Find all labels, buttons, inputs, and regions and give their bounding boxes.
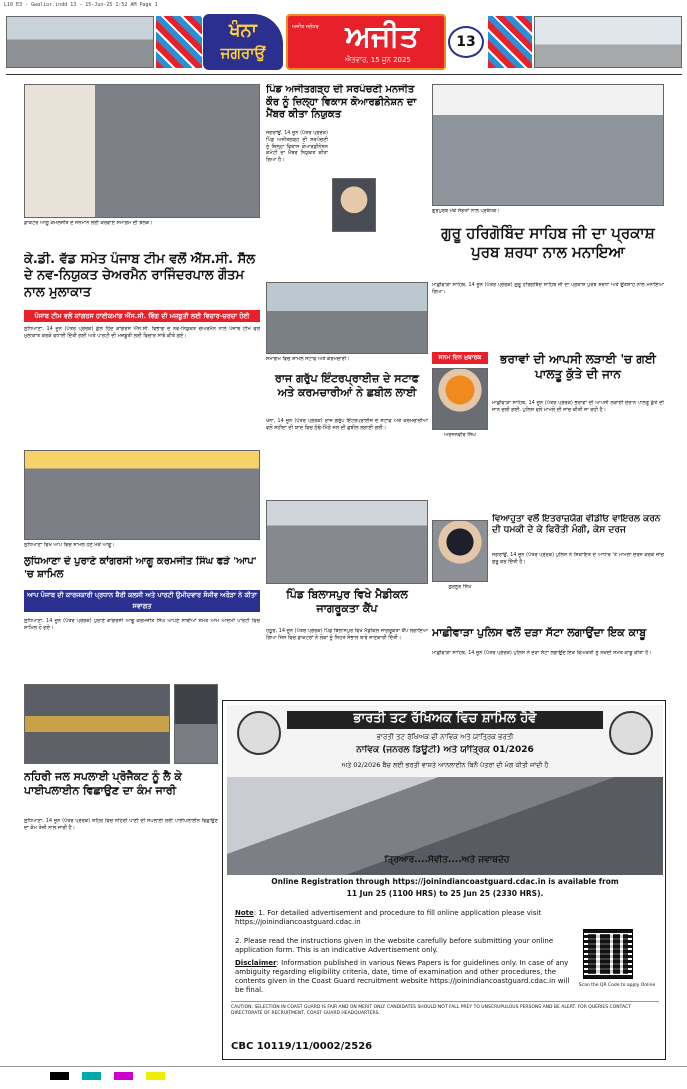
ajit-masthead <box>286 14 446 70</box>
bottom-rule <box>0 1066 687 1067</box>
story8-headline: ਪਿੰਡ ਬਿਲਾਸਪੁਰ ਵਿਖੇ ਮੈਡੀਕਲ ਜਾਗਰੂਕਤਾ ਕੈਂਪ <box>286 588 408 615</box>
ad-note-label: Note <box>235 909 254 917</box>
ad-tagline: ਤ੍ਰਿਆਰ....ਸੇਵੀਤ....ਅਤੇ ਜਵਾਬਦੇਹ <box>384 855 510 865</box>
story11-photo-2 <box>174 684 218 764</box>
masthead-rule <box>6 74 682 75</box>
story9-body: ਜਗਰਾਉਂ, 14 ਜੂਨ (ਪੱਤਰ ਪ੍ਰੇਰਕ) ਪੁਲਿਸ ਨੇ ਸ਼ਿਕਾਇਤ ਦੇ ਆਧਾਰ 'ਤੇ ਮਾਮਲਾ ਦਰਜ ਕਰਕੇ ਜਾਂਚ ਸ਼ੁਰੂ ਕਰ ਦਿੱਤੀ ਹੈ। <box>492 552 664 565</box>
story10-body: ਮਾਛੀਵਾੜਾ ਸਾਹਿਬ, 14 ਜੂਨ (ਪੱਤਰ ਪ੍ਰੇਰਕ) ਪੁਲਿਸ ਨੇ ਦੜਾ ਸੱਟਾ ਲਗਾਉਂਦੇ ਇਕ ਵਿਅਕਤੀ ਨੂੰ ਨਕਦੀ ਸਮੇਤ ਕਾਬੂ ਕੀਤਾ ਹੈ। <box>432 650 652 656</box>
story7-headline: ਲੁਧਿਆਣਾ ਦੇ ਪੁਰਾਣੇ ਕਾਂਗਰਸੀ ਆਗੂ ਕਰਮਜੀਤ ਸਿੰਘ ਫੜੇ 'ਆਪ' 'ਚ ਸ਼ਾਮਿਲ <box>24 556 257 580</box>
story3-body: ਮਾਛੀਵਾੜਾ ਸਾਹਿਬ, 14 ਜੂਨ (ਪੱਤਰ ਪ੍ਰੇਰਕ) ਗੁਰੂ ਹਰਿਗੋਬਿੰਦ ਸਾਹਿਬ ਜੀ ਦਾ ਪ੍ਰਕਾਸ਼ ਪੁਰਬ ਸ਼ਰਧਾ ਅਤੇ ਉਤਸ਼ਾਹ ਨਾਲ ਮਨਾਇਆ ਗਿਆ। <box>432 282 664 295</box>
birthday-name-2: ਗੁਰਨੂਰ ਸਿੰਘ <box>448 584 472 590</box>
masthead <box>0 12 687 72</box>
ad-note <box>235 909 573 935</box>
birthday-name-1: ਅਰਜਨਵੀਰ ਸਿੰਘ <box>444 432 476 438</box>
qr-caption: Scan the QR Code to apply Online <box>578 983 656 988</box>
issue-date: ਐਤਵਾਰ, 15 ਜੂਨ 2025 <box>345 56 411 64</box>
ad-banner <box>227 705 663 875</box>
birthday-photo-2 <box>432 520 488 582</box>
story4-headline: ਰਾਜ ਗਰੁੱਪ ਇੰਟਰਪ੍ਰਾਈਜ਼ ਦੇ ਸਟਾਫ ਅਤੇ ਕਰਮਚਾਰੀਆਂ ਨੇ ਛਬੀਲ ਲਾਈ <box>275 372 419 399</box>
ad-disclaimer-label: Disclaimer <box>235 959 277 967</box>
ad-registration-line1: Online Registration through https://joinindiancoastguard.cdac.in is available from <box>271 877 619 886</box>
story2-headline: ਪਿੰਡ ਅਜੀਤਗੜ੍ਹ ਦੀ ਸਰਪੰਚਣੀ ਮਨਜੀਤ ਕੌਰ ਨੂੰ ਜ਼ਿਲ੍ਹਾ ਵਿਕਾਸ ਕੋਆਰਡੀਨੇਸ਼ਨ ਦਾ ਮੈਂਬਰ ਕੀਤਾ ਨਿਯੁਕਤ <box>266 84 417 120</box>
ad-disclaimer-text: : Information published in various News Papers is for guidelines only. In case of any ambiguity regarding eligibility criteria, date, time of examination and other procedures, the contents given in the Coast Guard recruitment website https://joinindiancoastguard.cdac.in will be final. <box>235 959 570 994</box>
story7-body: ਲੁਧਿਆਣਾ, 14 ਜੂਨ (ਪੱਤਰ ਪ੍ਰੇਰਕ) ਪੁਰਾਣੇ ਕਾਂਗਰਸੀ ਆਗੂ ਕਰਮਜੀਤ ਸਿੰਘ ਆਪਣੇ ਸਾਥੀਆਂ ਸਮੇਤ ਆਮ ਆਦਮੀ ਪਾਰਟੀ ਵਿਚ ਸ਼ਾਮਿਲ ਹੋ ਗਏ। <box>24 618 260 631</box>
story7-caption: ਲੁਧਿਆਣਾ ਵਿਖੇ ਆਪ ਵਿਚ ਸ਼ਾਮਲ ਹੋਣ ਮੌਕੇ ਆਗੂ। <box>24 542 115 548</box>
ad-title: ਭਾਰਤੀ ਤਟ ਰੱਖਿਅਕ ਵਿਚ ਸ਼ਾਮਿਲ ਹੋਵੋ <box>287 711 603 729</box>
ad-note-1: : 1. For detailed advertisement and procedure to fill online application please visit https://joinindiancoastguard.cdac.in <box>235 909 542 926</box>
story1-headline: ਕੇ.ਡੀ. ਵੱਡ ਸਮੇਤ ਪੰਜਾਬ ਟੀਮ ਵਲੋਂ ਐੱਸ.ਸੀ. ਸੈੱਲ ਦੇ ਨਵ-ਨਿਯੁਕਤ ਚੇਅਰਮੈਨ ਰਾਜਿੰਦਰਪਾਲ ਗੌਤਮ ਨਾਲ ਮੁਲਾਕਾਤ <box>24 252 256 300</box>
masthead-title: ਅਜੀਤ <box>345 19 419 54</box>
decor-pattern-right <box>488 16 532 68</box>
ad-disclaimer <box>235 959 573 993</box>
story9-headline: ਵਿਆਹੁਤਾ ਵਲੋਂ ਇਤਰਾਜ਼ਯੋਗ ਵੀਡੀਓ ਵਾਇਰਲ ਕਰਨ ਦੀ ਧਮਕੀ ਦੇ ਕੇ ਫਿਰੌਤੀ ਮੰਗੀ, ਕੇਸ ਦਰਜ <box>492 514 661 536</box>
story11-photo-1 <box>24 684 170 764</box>
story2-portrait <box>332 178 376 232</box>
masthead-left-photo <box>6 16 154 68</box>
ad-note-2: 2. Please read the instructions given in the website carefully before submitting your online application form. This is an indicative Advertisement only. <box>235 937 554 954</box>
masthead-small: ਅਜੀਤ ਜਲੰਧਰ <box>292 24 319 30</box>
story7-subhead-bar: ਆਪ ਪੰਜਾਬ ਦੀ ਕਾਰਜਕਾਰੀ ਪ੍ਰਧਾਨ ਸ਼ੈਰੀ ਕਲਸੀ ਅਤੇ ਪਾਰਟੀ ਉਮੀਦਵਾਰ ਸੰਜੀਵ ਅਰੋੜਾ ਨੇ ਕੀਤਾ ਸਵਾਗਤ <box>24 590 260 612</box>
ad-code: CBC 10119/11/0002/2526 <box>231 1041 373 1052</box>
story4-body: ਖੰਨਾ, 14 ਜੂਨ (ਪੱਤਰ ਪ੍ਰੇਰਕ) ਰਾਜ ਗਰੁੱਪ ਇੰਟਰਪ੍ਰਾਈਜ਼ ਦੇ ਸਟਾਫ ਅਤੇ ਕਰਮਚਾਰੀਆਂ ਵਲੋਂ ਸ਼ਹੀਦਾਂ ਦੀ ਯਾਦ ਵਿਚ ਠੰਢੇ-ਮਿੱਠੇ ਜਲ ਦੀ ਛਬੀਲ ਲਗਾਈ ਗਈ। <box>266 418 428 431</box>
masthead-right-photo <box>534 16 682 68</box>
section-badge <box>203 14 283 70</box>
qr-code-icon[interactable] <box>583 929 633 979</box>
ad-line4: ਅਤੇ 02/2026 ਬੈਚ ਲਈ ਭਰਤੀ ਵਾਸਤੇ ਆਨਲਾਈਨ ਬਿਨੈ ਪੱਤਰਾਂ ਦੀ ਮੰਗ ਕੀਤੀ ਜਾਂਦੀ ਹੈ <box>341 761 549 769</box>
birthday-photo-1 <box>432 368 488 430</box>
story8-photo <box>266 500 428 584</box>
story1-caption: ਡਾਕਟਰ ਆਗੂ ਕਮਲਜੀਤ ਦੇ ਸਨਮਾਨ ਲਈ ਕਰਵਾਏ ਸਮਾਗਮ ਦੀ ਝਲਕ। <box>24 220 153 226</box>
story6-headline: ਭਰਾਵਾਂ ਦੀ ਆਪਸੀ ਲੜਾਈ 'ਚ ਗਈ ਪਾਲਤੂ ਕੁੱਤੇ ਦੀ ਜਾਨ <box>500 352 656 381</box>
story3-caption: ਗੁਰਪੁਰਬ ਮੌਕੇ ਸੰਗਤਾਂ ਨਾਲ ਪ੍ਰਬੰਧਕ। <box>432 208 500 214</box>
birthday-label: ਜਨਮ ਦਿਨ ਮੁਬਾਰਕ <box>432 352 488 364</box>
story3-photo <box>432 84 664 206</box>
story2-body-col2 <box>380 130 428 276</box>
section-name: ਖੰਨਾ <box>229 20 257 41</box>
story7-photo <box>24 450 260 540</box>
story11-headline: ਨਹਿਰੀ ਜਲ ਸਪਲਾਈ ਪ੍ਰੋਜੈਕਟ ਨੂੰ ਲੈ ਕੇ ਪਾਈਪਲਾਈਨ ਵਿਛਾਉਣ ਦਾ ਕੰਮ ਜਾਰੀ <box>24 770 182 797</box>
story3-headline: ਗੁਰੂ ਹਰਿਗੋਬਿੰਦ ਸਾਹਿਬ ਜੀ ਦਾ ਪ੍ਰਕਾਸ਼ ਪੁਰਬ ਸ਼ਰਧਾ ਨਾਲ ਮਨਾਇਆ <box>441 224 655 261</box>
story2-body: ਜਗਰਾਉਂ, 14 ਜੂਨ (ਪੱਤਰ ਪ੍ਰੇਰਕ) ਪਿੰਡ ਅਜੀਤਗੜ੍ਹ ਦੀ ਸਰਪੰਚਣੀ ਨੂੰ ਜ਼ਿਲ੍ਹਾ ਵਿਕਾਸ ਕੋਆਰਡੀਨੇਸ਼ਨ ਕਮੇਟੀ ਦਾ ਮੈਂਬਰ ਨਿਯੁਕਤ ਕੀਤਾ ਗਿਆ ਹੈ। <box>266 130 328 164</box>
decor-pattern <box>156 16 202 68</box>
coast-guard-emblem-icon <box>237 711 281 755</box>
coast-guard-emblem-icon-right <box>609 711 653 755</box>
story4-caption: ਸਮਾਗਮ ਵਿਚ ਸ਼ਾਮਲ ਸਟਾਫ ਅਤੇ ਕਰਮਚਾਰੀ। <box>266 356 350 362</box>
story10-headline: ਮਾਛੀਵਾੜਾ ਪੁਲਿਸ ਵਲੋਂ ਦੜਾ ਸੱਟਾ ਲਗਾਉਂਦਾ ਇਕ ਕਾਬੂ <box>432 626 647 639</box>
story11-body: ਲੁਧਿਆਣਾ, 14 ਜੂਨ (ਪੱਤਰ ਪ੍ਰੇਰਕ) ਸ਼ਹਿਰ ਵਿਚ ਨਹਿਰੀ ਪਾਣੀ ਦੀ ਸਪਲਾਈ ਲਈ ਪਾਈਪਲਾਈਨ ਵਿਛਾਉਣ ਦਾ ਕੰਮ ਤੇਜ਼ੀ ਨਾਲ ਜਾਰੀ ਹੈ। <box>24 818 218 831</box>
story8-body: ਹਠੂਰ, 14 ਜੂਨ (ਪੱਤਰ ਪ੍ਰੇਰਕ) ਪਿੰਡ ਬਿਲਾਸਪੁਰ ਵਿਖੇ ਮੈਡੀਕਲ ਜਾਗਰੂਕਤਾ ਕੈਂਪ ਲਗਾਇਆ ਗਿਆ ਜਿਸ ਵਿਚ ਡਾਕਟਰਾਂ ਨੇ ਲੋਕਾਂ ਨੂੰ ਸਿਹਤ ਸੰਭਾਲ ਬਾਰੇ ਜਾਣਕਾਰੀ ਦਿੱਤੀ। <box>266 628 428 641</box>
ad-line3: ਨਾਵਿਕ (ਜਨਰਲ ਡਿਊਟੀ) ਅਤੇ ਯਾਂਤ੍ਰਿਕ 01/2026 <box>356 745 534 755</box>
story4-photo <box>266 282 428 354</box>
ad-line2: ਭਾਰਤੀ ਤਟ ਰੱਖਿਅਕ ਦੀ ਨਾਵਿਕ ਅਤੇ ਯਾਂਤ੍ਰਿਕ ਭਰਤੀ <box>376 733 514 741</box>
ad-footer: CAUTION: SELECTION IN COAST GUARD IS FAIR AND ON MERIT ONLY. CANDIDATES SHOULD NOT FALL PREY TO UNSCRUPULOUS PERSONS AND BE ALERT. FOR QUERIES CONTACT DIRECTORATE OF RECRUITMENT, COAST GUARD HEADQUARTERS. <box>231 1001 659 1035</box>
page-number: 13 <box>448 26 484 58</box>
section-name-2: ਜਗਰਾਉਂ <box>220 44 266 62</box>
story1-body: ਲੁਧਿਆਣਾ, 14 ਜੂਨ (ਪੱਤਰ ਪ੍ਰੇਰਕ) ਕੁੱਲ ਹਿੰਦ ਕਾਂਗਰਸ ਐੱਸ.ਸੀ. ਵਿਭਾਗ ਦੇ ਨਵ-ਨਿਯੁਕਤ ਚੇਅਰਮੈਨ ਨਾਲ ਪੰਜਾਬ ਟੀਮ ਵਲੋਂ ਮੁਲਾਕਾਤ ਕਰਕੇ ਵਧਾਈ ਦਿੱਤੀ ਗਈ ਅਤੇ ਪਾਰਟੀ ਦੀ ਮਜ਼ਬੂਤੀ ਲਈ ਵਿਚਾਰ ਸਾਂਝੇ ਕੀਤੇ ਗਏ। <box>24 326 260 339</box>
story6-body: ਮਾਛੀਵਾੜਾ ਸਾਹਿਬ, 14 ਜੂਨ (ਪੱਤਰ ਪ੍ਰੇਰਕ) ਭਰਾਵਾਂ ਦੀ ਆਪਸੀ ਲੜਾਈ ਦੌਰਾਨ ਪਾਲਤੂ ਕੁੱਤੇ ਦੀ ਜਾਨ ਚਲੀ ਗਈ, ਪੁਲਿਸ ਵਲੋਂ ਮਾਮਲੇ ਦੀ ਜਾਂਚ ਕੀਤੀ ਜਾ ਰਹੀ ਹੈ। <box>492 400 664 413</box>
ad-registration-line2: 11 Jun 25 (1100 HRS) to 25 Jun 25 (2330 HRS). <box>346 889 544 898</box>
print-slug: L10 E3 - Gwalior.indd 13 - 15-Jun-25 1:52 AM Page 1 <box>4 2 158 8</box>
color-registration-bar <box>50 1072 210 1080</box>
story1-photo <box>24 84 260 218</box>
story1-subhead-bar: ਪੰਜਾਬ ਟੀਮ ਵਲੋਂ ਕਾਂਗਰਸ ਹਾਈਕਮਾਂਡ ਐੱਸ.ਸੀ. ਵਿੰਗ ਦੀ ਮਜ਼ਬੂਤੀ ਲਈ ਵਿਚਾਰ-ਚਰਚਾ ਹੋਈ <box>24 310 260 322</box>
coast-guard-advertisement <box>222 700 666 1060</box>
